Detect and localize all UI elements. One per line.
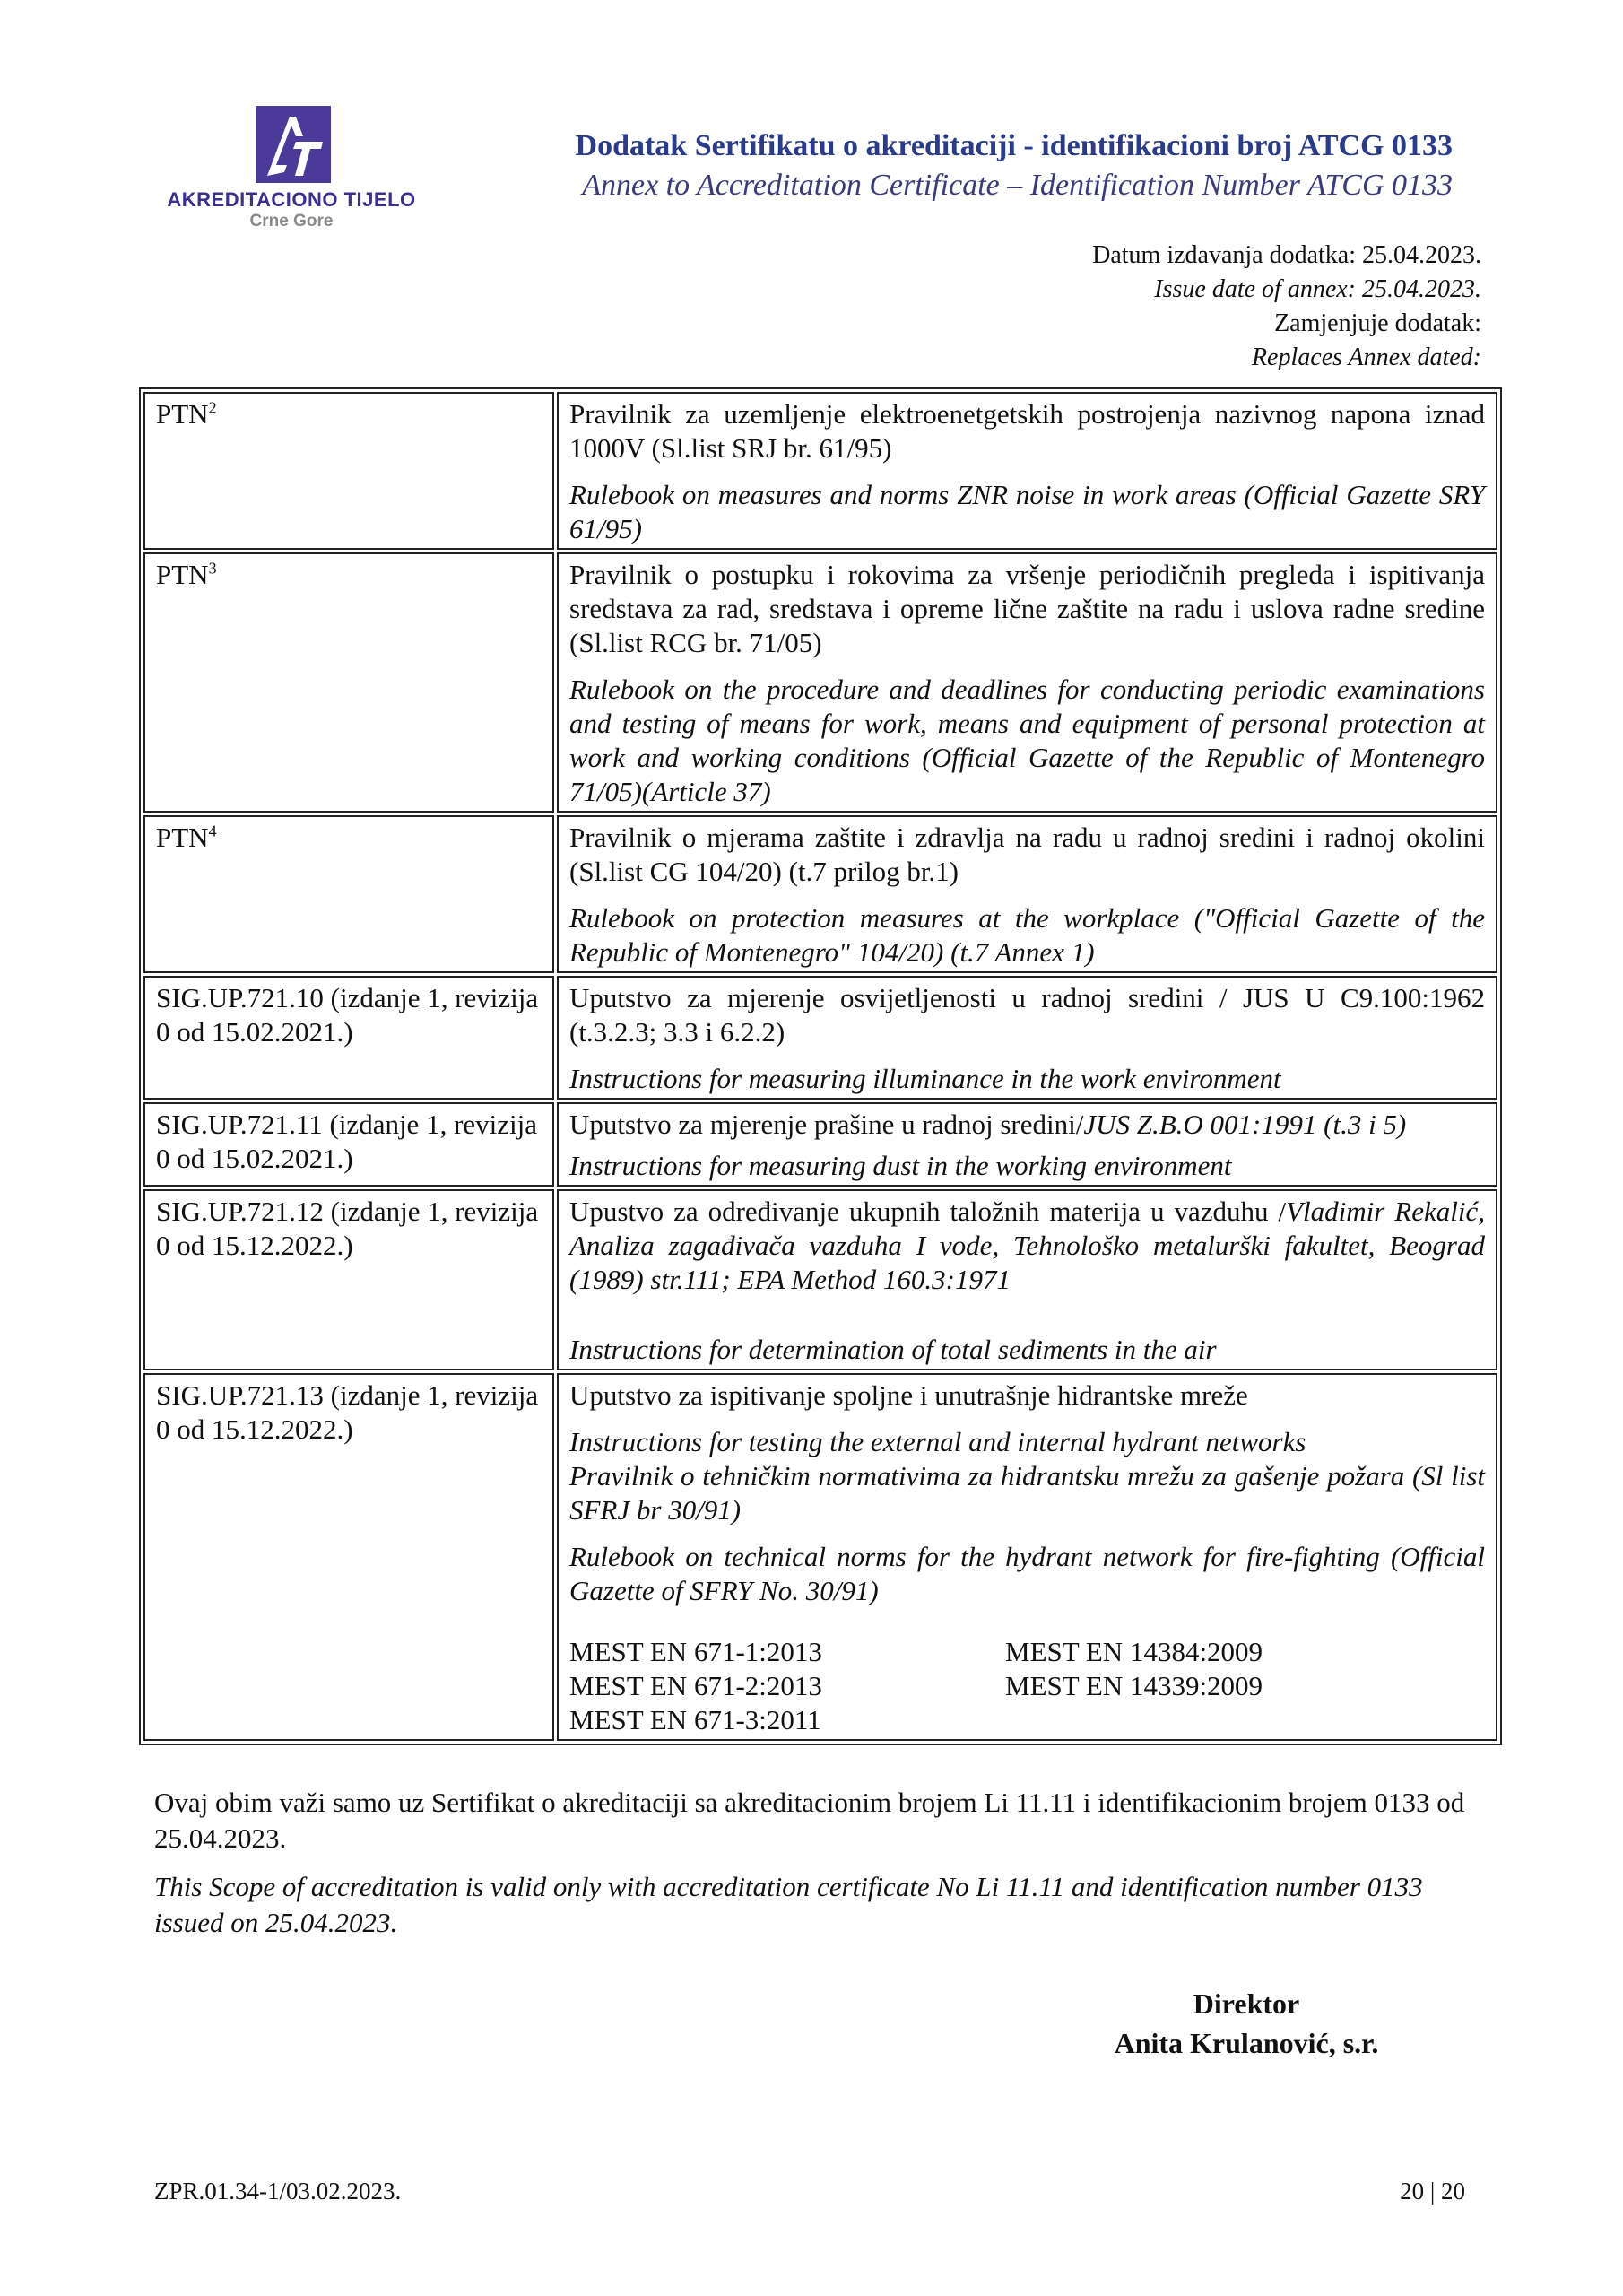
- table-row: [143, 815, 1497, 973]
- replaces-en: Replaces Annex dated:: [1251, 344, 1481, 371]
- method-code-cell: SIG.UP.721.10 (izdanje 1, revizija 0 od 15.02.2021.): [143, 976, 554, 1100]
- accreditation-body-logo: [161, 100, 421, 235]
- logo-org-name: AKREDITACIONO TIJELO: [167, 188, 416, 211]
- method-code-cell: PTN$^4$: [143, 815, 554, 973]
- validity-statement: [154, 1785, 1490, 1953]
- validity-local: Ovaj obim važi samo uz Sertifikat o akreditaciji sa akreditacionim brojem Li 11.11 i identifikacionim brojem 0133 od 25.04.2023.: [154, 1787, 1465, 1854]
- date-block: [1092, 239, 1481, 375]
- table-row: [143, 1189, 1497, 1370]
- document-code: ZPR.01.34-1/03.02.2023.: [154, 2178, 402, 2205]
- method-code-cell: PTN$^2$: [143, 392, 554, 550]
- method-code-cell: SIG.UP.721.11 (izdanje 1, revizija 0 od 15.02.2021.): [143, 1102, 554, 1187]
- table-row: [143, 552, 1497, 813]
- table-row: [143, 976, 1497, 1100]
- table-row: [143, 392, 1497, 550]
- signer-name: Anita Krulanović, s.r.: [1114, 2027, 1379, 2059]
- table-row: [143, 1102, 1497, 1187]
- method-description-cell: Pravilnik o postupku i rokovima za vršenje periodičnih pregleda i ispitivanja sredstava za rad, sredstava i opreme lične zaštite na radu i uslova radne sredine (Sl.list RCG br. 71/05) Rulebook on the procedure and deadlines for conducting periodic examinations and testing of means for work, means and equipment of personal protection at work and working conditions (Official Gazette of the Republic of Montenegro 71/05)(Article 37): [557, 552, 1497, 813]
- method-code-cell: SIG.UP.721.13 (izdanje 1, revizija 0 od 15.12.2022.): [143, 1373, 554, 1741]
- table-row: [143, 1373, 1497, 1741]
- method-description-cell: Uputstvo za mjerenje osvijetljenosti u radnoj sredini / JUS U C9.100:1962 (t.3.2.3; 3.3 i 6.2.2) Instructions for measuring illuminance in the work environment: [557, 976, 1497, 1100]
- signature-block: [1031, 1984, 1462, 2063]
- method-description-cell: Uputstvo za mjerenje prašine u radnoj sredini/JUS Z.B.O 001:1991 (t.3 i 5) Instructions for measuring dust in the working environment: [557, 1102, 1497, 1187]
- method-description-cell: Uputstvo za ispitivanje spoljne i unutrašnje hidrantske mreže Instructions for testing the external and internal hydrant networks Pravilnik o tehničkim normativima za hidrantsku mrežu za gašenje požara (Sl list SFRJ br 30/91) Rulebook on technical norms for the hydrant network for fire-fighting (Official Gazette of SFRY No. 30/91) MEST EN 671-1:2013 MEST EN 671-2:2013 MEST EN 671-3:2011 MEST EN 14384:2009 MEST EN 14339:2009: [557, 1373, 1497, 1741]
- validity-en: This Scope of accreditation is valid only with accreditation certificate No Li 11.11 and identification number 0133 issued on 25.04.2023.: [154, 1871, 1423, 1938]
- method-code-cell: PTN$^3$: [143, 552, 554, 813]
- standards-list: MEST EN 671-1:2013 MEST EN 671-2:2013 MEST EN 671-3:2011 MEST EN 14384:2009 MEST EN 14339:2009: [569, 1636, 1263, 1735]
- page-number: 20 | 20: [1400, 2178, 1465, 2205]
- method-description-cell: Upustvo za određivanje ukupnih taložnih materija u vazduhu /Vladimir Rekalić, Analiza zagađivača vazduha I vode, Tehnološko metalurški fakultet, Beograd (1989) str.111; EPA Method 160.3:1971 Instructions for determination of total sediments in the air: [557, 1189, 1497, 1370]
- method-description-cell: Pravilnik za uzemljenje elektroenetgetskih postrojenja nazivnog napona iznad 1000V (Sl.list SRJ br. 61/95) Rulebook on measures and norms ZNR noise in work areas (Official Gazette SRY 61/95): [557, 392, 1497, 550]
- signer-title: Direktor: [1193, 1987, 1300, 2020]
- method-description-cell: Pravilnik o mjerama zaštite i zdravlja na radu u radnoj sredini i radnoj okolini (Sl.list CG 104/20) (t.7 prilog br.1) Rulebook on protection measures at the workplace ("Official Gazette of the Republic of Montenegro" 104/20) (t.7 Annex 1): [557, 815, 1497, 973]
- logo-org-sub: Crne Gore: [249, 212, 334, 230]
- annex-subtitle: Annex to Accreditation Certificate – Identification Number ATCG 0133: [582, 169, 1453, 202]
- method-code-cell: SIG.UP.721.12 (izdanje 1, revizija 0 od 15.12.2022.): [143, 1189, 554, 1370]
- issue-date-local: Datum izdavanja dodatka: 25.04.2023.: [1092, 241, 1481, 269]
- logo-mark-icon: [161, 100, 421, 187]
- issue-date-en: Issue date of annex: 25.04.2023.: [1154, 275, 1481, 303]
- replaces-local: Zamjenjuje dodatak:: [1274, 309, 1481, 337]
- scope-table: [139, 387, 1502, 1745]
- annex-title: Dodatak Sertifikatu o akreditaciji - identifikacioni broj ATCG 0133: [575, 129, 1453, 162]
